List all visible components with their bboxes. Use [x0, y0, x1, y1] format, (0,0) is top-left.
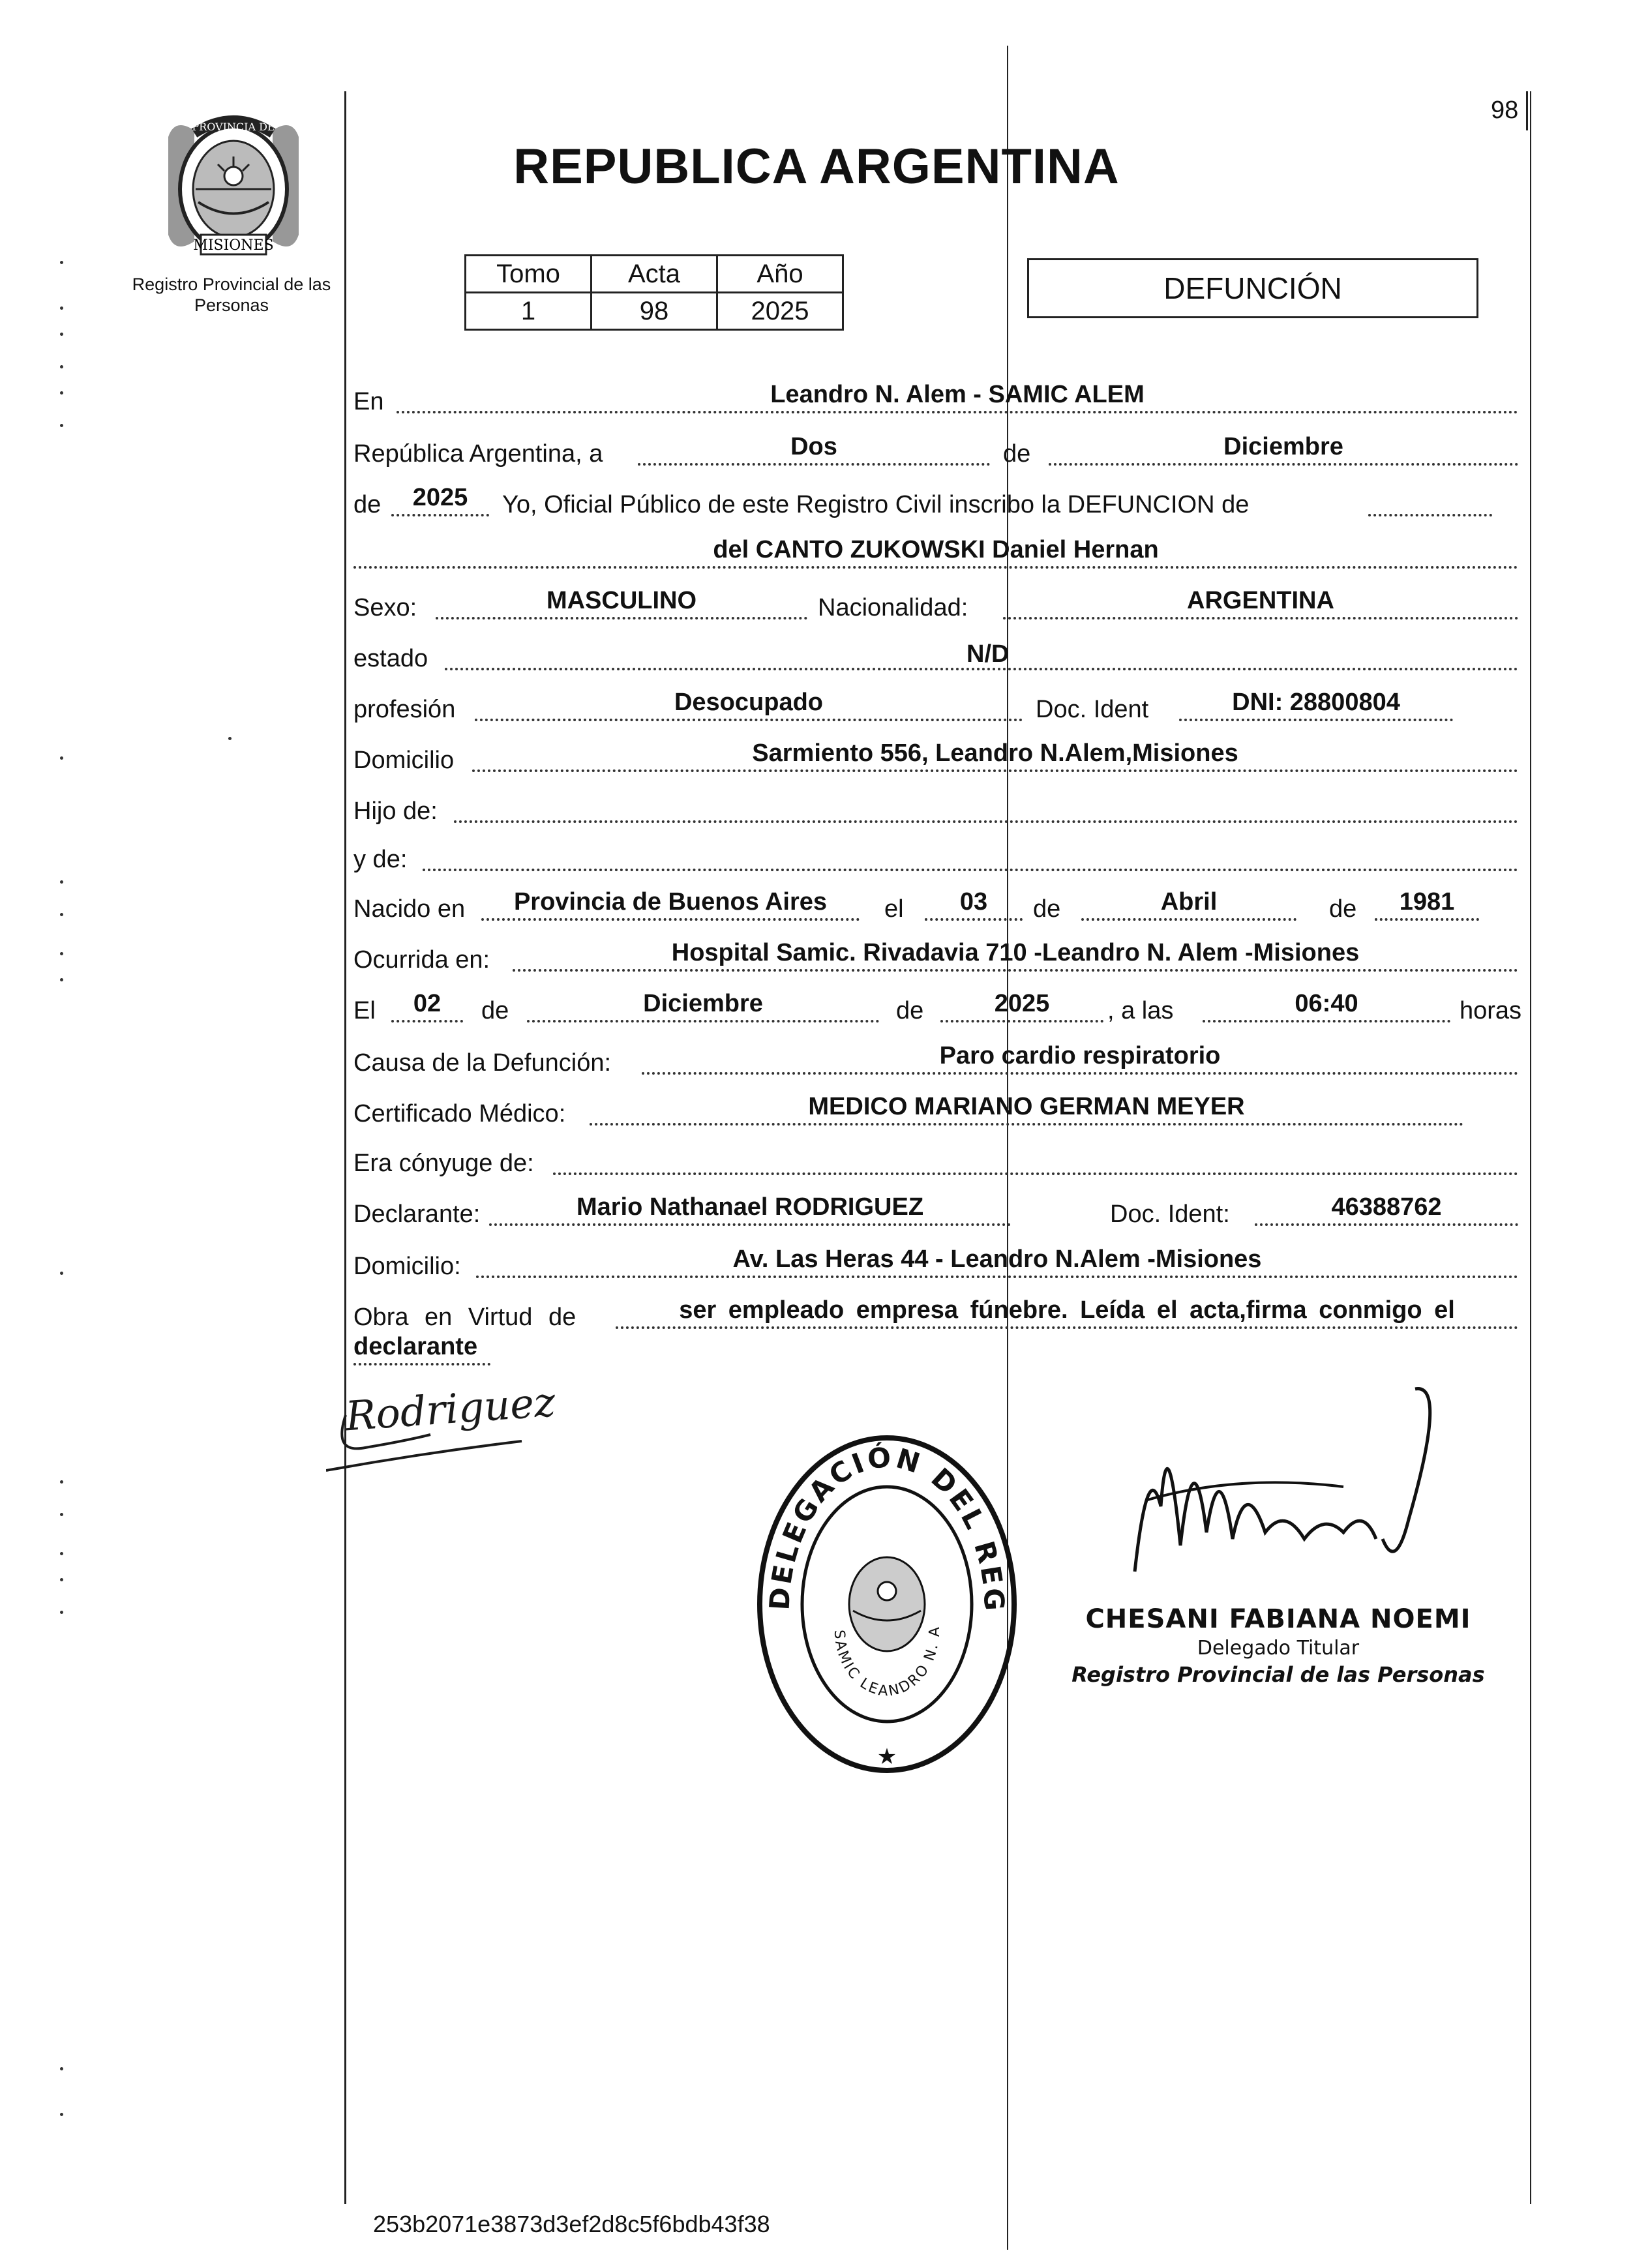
svg-text:MISIONES: MISIONES — [193, 237, 274, 254]
de-label-5: de — [896, 997, 924, 1024]
yde-field — [423, 836, 1518, 871]
place-field: Leandro N. Alem - SAMIC ALEM — [397, 378, 1518, 413]
alas-label: , a las — [1107, 997, 1174, 1024]
registry-stamp — [750, 1415, 1024, 1783]
day-field: Dos — [638, 430, 990, 466]
certificado-field: MEDICO MARIANO GERMAN MEYER — [590, 1090, 1463, 1126]
declarante-label: Declarante: — [353, 1201, 481, 1228]
tomo-header: Tomo — [466, 256, 592, 293]
sexo-field: MASCULINO — [436, 584, 807, 619]
document-hash: 253b2071e3873d3ef2d8c5f6bdb43f38 — [373, 2211, 770, 2237]
sexo-label: Sexo: — [353, 594, 417, 621]
page-title: REPUBLICA ARGENTINA — [513, 139, 1120, 194]
record-type-box: DEFUNCIÓN — [1027, 258, 1478, 318]
record-table — [464, 254, 844, 331]
death-day-field: 02 — [391, 987, 463, 1022]
left-margin-line — [344, 91, 346, 2204]
certificado-label: Certificado Médico: — [353, 1100, 566, 1127]
de-label-3: de — [1329, 895, 1357, 923]
causa-field: Paro cardio respiratorio — [642, 1039, 1518, 1075]
inscribo-text: Yo, Oficial Público de este Registro Civil inscribo la DEFUNCION de — [502, 491, 1250, 518]
anio-header: Año — [717, 256, 843, 293]
death-time-field: 06:40 — [1203, 987, 1450, 1022]
profesion-field: Desocupado — [475, 686, 1023, 721]
doc-ident-field: DNI: 28800804 — [1179, 686, 1453, 721]
ocurrida-field: Hospital Samic. Rivadavia 710 -Leandro N. Alem -Misiones — [513, 936, 1518, 972]
nacionalidad-field: ARGENTINA — [1003, 584, 1518, 619]
birth-year-field: 1981 — [1375, 886, 1479, 921]
birth-day-field: 03 — [925, 886, 1023, 921]
de-label-2: de — [1033, 895, 1061, 923]
el-label: el — [884, 895, 904, 923]
ocurrida-label: Ocurrida en: — [353, 946, 490, 974]
estado-field: N/D — [445, 638, 1518, 670]
de-label: de — [1003, 440, 1031, 468]
declarant-signature-script: Rodriguez — [344, 1378, 557, 1440]
svg-text:PROVINCIA DE: PROVINCIA DE — [192, 121, 275, 133]
tomo-value: 1 — [466, 293, 592, 330]
official-name: CHESANI FABIANA NOEMI — [1085, 1604, 1471, 1634]
domicilio-label: Domicilio — [353, 747, 455, 774]
declarante-field: Mario Nathanael RODRIGUEZ — [489, 1191, 1011, 1226]
right-margin-line — [1530, 91, 1531, 2204]
en-label: En — [353, 388, 384, 415]
death-month-field: Diciembre — [527, 987, 879, 1022]
stamp-ring-text: DELEGACIÓN DEL REG — [763, 1440, 1011, 1614]
page-number: 98 — [1491, 97, 1519, 124]
hijo-label: Hijo de: — [353, 798, 438, 825]
domicilio-field: Sarmiento 556, Leandro N.Alem,Misiones — [472, 737, 1518, 772]
svg-text:★: ★ — [876, 1744, 897, 1769]
doc-ident-2-field: 46388762 — [1255, 1191, 1518, 1226]
republica-label: República Argentina, a — [353, 440, 603, 468]
deceased-name-field: del CANTO ZUKOWSKI Daniel Hernan — [353, 533, 1518, 569]
declarant-signature — [326, 1376, 561, 1484]
profesion-label: profesión — [353, 696, 456, 723]
de-label-4: de — [481, 997, 509, 1024]
conyuge-field — [553, 1140, 1518, 1175]
death-year-field: 2025 — [940, 987, 1103, 1022]
inscribo-blank — [1368, 481, 1492, 516]
birth-month-field: Abril — [1081, 886, 1296, 921]
stamp-inner-text: SAMIC LEANDRO N. A — [830, 1624, 944, 1700]
doc-ident-label: Doc. Ident — [1036, 696, 1149, 723]
causa-label: Causa de la Defunción: — [353, 1049, 612, 1077]
pagenum-bracket — [1526, 91, 1528, 130]
year-field: 2025 — [391, 481, 489, 516]
registry-label: Registro Provincial de las Personas — [132, 275, 331, 315]
official-registry: Registro Provincial de las Personas — [1071, 1662, 1485, 1687]
el2-label: El — [353, 997, 376, 1024]
yde-label: y de: — [353, 846, 408, 873]
horas-label: horas — [1460, 997, 1522, 1024]
domicilio-2-label: Domicilio: — [353, 1253, 461, 1280]
obra-field: ser empleado empresa fúnebre. Leída el acta,firma conmigo el — [616, 1294, 1518, 1329]
estado-label: estado — [353, 645, 428, 672]
hijo-field — [454, 788, 1518, 823]
conyuge-label: Era cónyuge de: — [353, 1150, 534, 1177]
nacido-label: Nacido en — [353, 895, 466, 923]
nacionalidad-label: Nacionalidad: — [818, 594, 968, 621]
acta-header: Acta — [592, 256, 717, 293]
official-signature — [1109, 1376, 1474, 1614]
obra-label: Obra en Virtud de — [353, 1304, 577, 1331]
acta-value: 98 — [592, 293, 717, 330]
doc-ident-2-label: Doc. Ident: — [1110, 1201, 1230, 1228]
birthplace-field: Provincia de Buenos Aires — [481, 886, 860, 921]
domicilio-2-field: Av. Las Heras 44 - Leandro N.Alem -Misiones — [476, 1243, 1518, 1278]
month-field: Diciembre — [1049, 430, 1518, 466]
de-year-label: de — [353, 491, 382, 518]
obra-field-2: declarante — [353, 1330, 490, 1365]
anio-value: 2025 — [717, 293, 843, 330]
official-block — [1070, 1604, 1487, 1687]
official-role: Delegado Titular — [1197, 1637, 1360, 1660]
